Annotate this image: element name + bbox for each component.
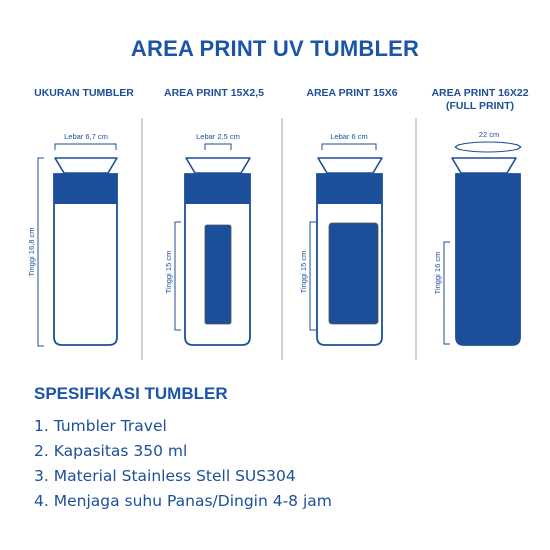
print-area [205, 225, 231, 324]
tumbler-area-15x2-5 [164, 132, 250, 345]
column-heading-line1: AREA PRINT 15X2,5 [164, 87, 264, 99]
tumbler-band [185, 174, 250, 204]
spec-title: SPESIFIKASI TUMBLER [34, 384, 228, 403]
height-label: Tinggi 16 cm [433, 251, 442, 295]
circumference-ring [456, 142, 520, 152]
height-label: Tinggi 16,8 cm [27, 227, 36, 277]
spec-item: 4. Menjaga suhu Panas/Dingin 4-8 jam [34, 492, 332, 510]
width-label: Lebar 2,5 cm [196, 132, 240, 141]
height-bracket [175, 222, 181, 330]
tumbler-ukuran [27, 132, 117, 346]
tumbler-lid [186, 158, 250, 173]
width-label: Lebar 6,7 cm [64, 132, 108, 141]
height-label: Tinggi 15 cm [164, 250, 173, 294]
height-bracket [310, 222, 316, 330]
spec-list [34, 414, 332, 514]
column-heading-line1: AREA PRINT 16X22 [431, 87, 529, 99]
column-heading-line1: UKURAN TUMBLER [34, 87, 134, 99]
column-heading-line1: AREA PRINT 15X6 [306, 87, 398, 99]
spec-item: 3. Material Stainless Stell SUS304 [34, 467, 296, 485]
tumbler-lid [452, 158, 516, 173]
arrow-right-icon [516, 144, 521, 150]
tumbler-area-16x22 [433, 130, 521, 345]
width-bracket [55, 144, 116, 150]
height-bracket [444, 242, 450, 344]
arrow-left-icon [455, 144, 460, 150]
page-title: AREA PRINT UV TUMBLER [130, 36, 420, 61]
tumbler-band [54, 174, 117, 204]
tumbler-area-15x6 [299, 132, 382, 345]
tumbler-band [317, 174, 382, 204]
height-bracket [38, 158, 44, 346]
tumbler-lid [318, 158, 382, 173]
tumbler-lid [55, 158, 117, 173]
tumbler-body-full-print [456, 174, 520, 345]
height-label: Tinggi 15 cm [299, 250, 308, 294]
print-area [329, 223, 378, 324]
column-heading-line2: (FULL PRINT) [445, 100, 515, 112]
spec-item: 1. Tumbler Travel [34, 417, 167, 435]
width-bracket [322, 144, 376, 150]
width-label: 22 cm [478, 130, 500, 139]
width-bracket [205, 144, 231, 150]
width-label: Lebar 6 cm [330, 132, 368, 141]
spec-item: 2. Kapasitas 350 ml [34, 442, 188, 460]
